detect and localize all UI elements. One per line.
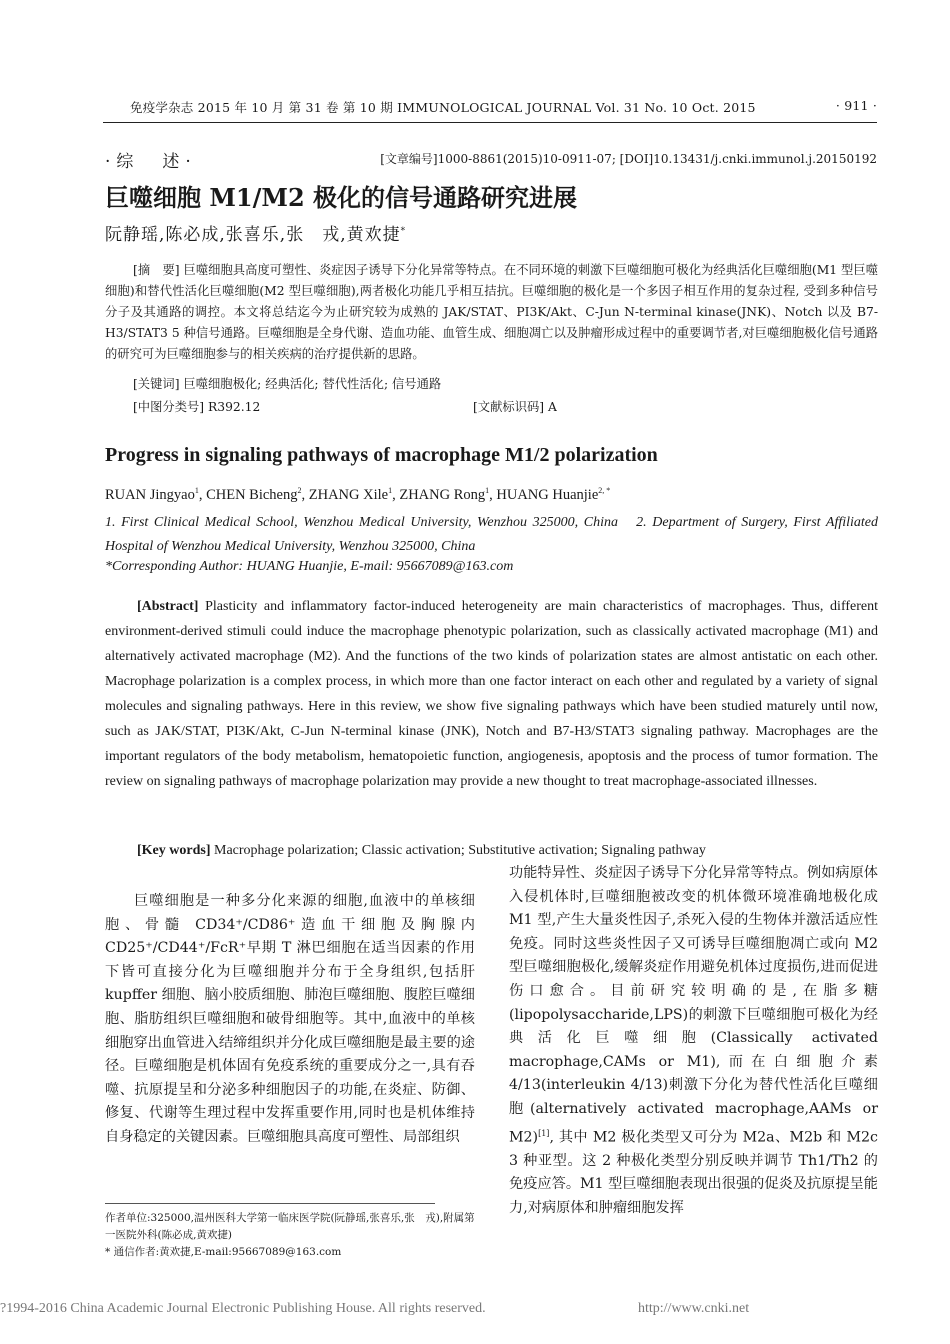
author-en: CHEN Bicheng$^2$: [206, 486, 302, 503]
section-tag: ·综 述·: [105, 152, 197, 172]
authors-cn: [105, 220, 406, 245]
copyright-text: ?1994-2016 China Academic Journal Electronic Publishing House. All rights reserved.: [0, 1301, 486, 1316]
abstract-en: [105, 594, 878, 794]
body-paragraph: 功能特异性、炎症因子诱导下分化异常等特点。例如病原体入侵机体时,巨噬细胞被改变的机体微环境准确地极化成 M1 型,产生大量炎性因子,杀死入侵的生物体并激活适应性免疫。同时这些炎性因子又可诱导巨噬细胞凋亡或向 M2 型巨噬细胞极化,缓解炎症作用避免机体过度损伤,进而促进伤口愈合。目前研究较明确的是,在脂多糖(lipopolysaccharide,LPS)的刺激下巨噬细胞可极化为经典活化巨噬细胞(Classically activated macrophage,CAMs or M1),而在白细胞介素 4/13(interleukin 4/13)刺激下分化为替代性活化巨噬细胞(alternatively activated macrophage,AAMs or M2)[1], 其中 M2 极化类型又可分为 M2a、M2b 和 M2c 3 种亚型。这 2 种极化类型分别反映并调节 Th1/Th2 的免疫应答。M1 型巨噬细胞表现出很强的促炎及抗原提呈能力,对病原体和肿瘤细胞发挥: [509, 865, 878, 1217]
authors-cn-names: 阮静瑶,陈必成,张喜乐,张 戎,黄欢捷: [105, 225, 401, 245]
header-rule: [103, 122, 877, 123]
author-en: HUANG Huanjie$^{2, *}$: [496, 486, 611, 503]
keywords-en-text: Macrophage polarization; Classic activation; Substitutive activation; Signaling pathway: [210, 843, 706, 858]
footnote-affiliation: 作者单位:325000,温州医科大学第一临床医学院(阮静瑶,张喜乐,张 戎),附属第一医院外科(陈必成,黄欢捷): [105, 1212, 475, 1241]
author-en: ZHANG Rong$^1$: [399, 486, 490, 503]
abstract-cn: [105, 260, 878, 365]
abstract-en-label: [Abstract]: [137, 599, 199, 614]
authors-cn-mark: *: [400, 226, 407, 237]
footnote: [105, 1210, 477, 1261]
author-en: RUAN Jingyao$^1$: [105, 486, 199, 503]
footnote-corresponding: * 通信作者:黄欢捷,E-mail:95667089@163.com: [105, 1246, 342, 1258]
title-en: Progress in signaling pathways of macrophage M1/2 polarization: [105, 444, 658, 466]
abstract-cn-text: [摘 要] 巨噬细胞具高度可塑性、炎症因子诱导下分化异常等特点。在不同环境的刺激下巨噬细胞可极化为经典活化巨噬细胞(M1 型巨噬细胞)和替代性活化巨噬细胞(M2 型巨噬细胞),两者极化功能几乎相互拮抗。巨噬细胞的极化是一个多因子相互作用的复杂过程, 受到多种信号分子及其通路的调控。本文将总结迄今为止研究较为成熟的 JAK/STAT、PI3K/Akt、C-Jun N-terminal kinase(JNK)、Notch 以及 B7-H3/STAT3 5 种信号通路。巨噬细胞是全身代谢、造血功能、血管生成、细胞凋亡以及肿瘤形成过程中的重要调节者,对巨噬细胞极化信号通路的研究可为巨噬细胞参与的相关疾病的治疗提供新的思路。: [105, 263, 878, 361]
author-en: ZHANG Xile$^1$: [308, 486, 393, 503]
abstract-en-text: Plasticity and inflammatory factor-induced heterogeneity are main characteristics of macrophages. Thus, different environment-derived stimuli could induce the macrophage phenotypic polarization, such as classically activated macrophage (M1) and alternatively activated macrophage (M2). And the functions of the two kinds of polarization states are almost antistatic on each other. Macrophage polarization is a complex process, in which more than one factor interact on each other and regulated by a variety of signal molecules and signaling pathways. Here in this review, we show five signaling pathways which have been studied maturely until now, such as JAK/STAT, PI3K/Akt, C-Jun N-terminal kinase (JNK), Notch and B7-H3/STAT3 signaling pathway. Macrophages are the important regulators of the body metabolism, hematopoietic function, angiogenesis, apoptosis and the process of tumor formation. The review on signaling pathways of macrophage polarization may provide a new thought to treat macrophage-associated illnesses.: [105, 599, 878, 789]
keywords-en: [137, 843, 706, 859]
page-number: · 911 ·: [835, 98, 877, 113]
cnki-link[interactable]: http://www.cnki.net: [638, 1301, 750, 1316]
doc-id: [文章编号]1000-8861(2015)10-0911-07; [DOI]10.13431/j.cnki.immunol.j.20150192: [380, 152, 877, 166]
running-header: [130, 98, 877, 116]
body-column-right: [509, 862, 878, 1221]
body-column-left: [105, 890, 475, 1150]
keywords-en-label: [Key words]: [137, 843, 211, 858]
affiliations-en: 1. First Clinical Medical School, Wenzhou Medical University, Wenzhou 325000, China 2. Department of Surgery, First Affiliated Hospital of Wenzhou Medical University, Wenzhou 325000, China: [105, 515, 878, 554]
class-number: [中图分类号] R392.12: [133, 400, 261, 414]
title-cn: 巨噬细胞 M1/M2 极化的信号通路研究进展: [105, 183, 578, 212]
citation-ref: [1]: [538, 1128, 550, 1138]
corresponding-author-en: *Corresponding Author: HUANG Huanjie, E-mail: 95667089@163.com: [105, 559, 514, 574]
authors-en: RUAN Jingyao$^1$, CHEN Bicheng$^2$, ZHANG Xile$^1$, ZHANG Rong$^1$, HUANG Huanjie$^{2, *}$: [105, 486, 611, 503]
body-paragraph: 巨噬细胞是一种多分化来源的细胞,血液中的单核细胞、骨髓 CD34⁺/CD86⁺造血干细胞及胸腺内 CD25⁺/CD44⁺/FcR⁺早期 T 淋巴细胞在适当因素的作用下皆可直接分化为巨噬细胞并分布于全身组织,包括肝 kupffer 细胞、脑小胶质细胞、肺泡巨噬细胞、腹腔巨噬细胞、脂肪组织巨噬细胞和破骨细胞等。其中,血液中的单核细胞穿出血管进入结缔组织并分化成巨噬细胞是最主要的途径。巨噬细胞是机体固有免疫系统的重要成分之一,具有吞噬、抗原提呈和分泌多种细胞因子的功能,在炎症、防御、修复、代谢等生理过程中发挥重要作用,同时也是机体维持自身稳定的关键因素。巨噬细胞具高度可塑性、局部组织: [105, 893, 475, 1145]
keywords-cn: [关键词] 巨噬细胞极化; 经典活化; 替代性活化; 信号通路: [133, 377, 442, 391]
footnote-rule: [105, 1203, 435, 1204]
journal-line: 免疫学杂志 2015 年 10 月 第 31 卷 第 10 期 IMMUNOLOGICAL JOURNAL Vol. 31 No. 10 Oct. 2015: [130, 100, 756, 115]
document-code: [文献标识码] A: [473, 400, 557, 414]
